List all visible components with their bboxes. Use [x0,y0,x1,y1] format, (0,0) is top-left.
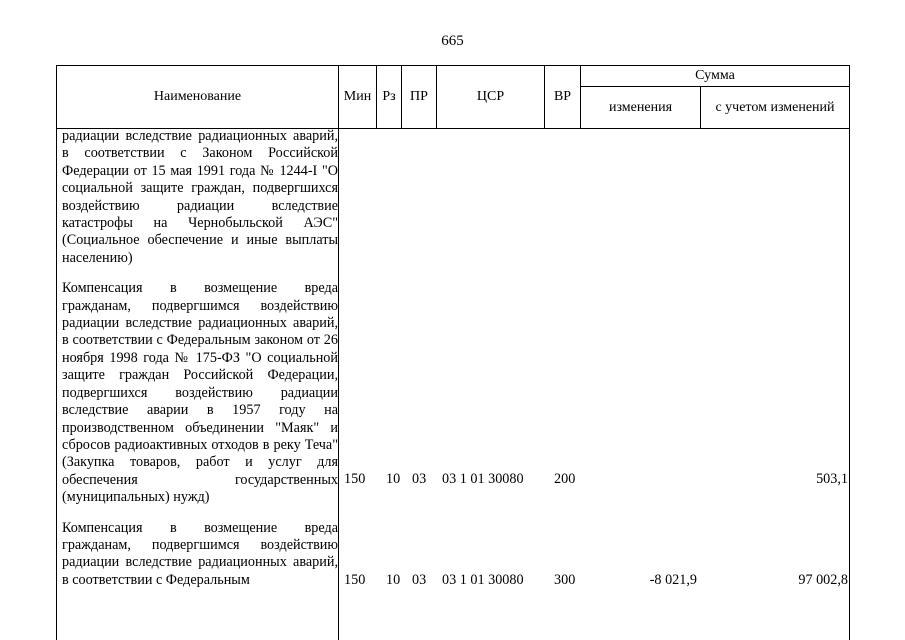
header-with-change: с учетом изменений [700,86,850,129]
row-csr: 03 1 01 30080 [442,471,524,488]
row-name: радиации вследствие радиационных аварий, в соответствии с Законом Российской Федерации от 15 мая 1991 года № 1244-I "О социальной защите граждан, подвергшихся воздействию радиации вследствие катастрофы на Чернобыльской АЭС" (Социальное обеспечение и иные выплаты населению) [62,128,338,266]
row-name: Компенсация в возмещение вреда гражданам, подвергшимся воздействию радиации вследствие радиационных аварий, в соответствии с Федеральным [62,519,338,588]
row-total: 503,1 [816,471,848,488]
table-body [56,128,850,589]
header-min: Мин [338,65,377,129]
row-min: 150 [344,571,366,588]
row-change: -8 021,9 [649,571,697,588]
table-row [56,128,850,267]
header-pr: ПР [401,65,437,129]
row-total: 97 002,8 [798,571,848,588]
header-name: Наименование [56,65,339,129]
row-rz: 10 [386,471,401,488]
header-sum: Сумма [580,65,850,87]
header-rz: Рз [376,65,402,129]
header-vr: ВР [544,65,581,129]
table-row [56,520,850,590]
header-csr: ЦСР [436,65,545,129]
row-min: 150 [344,471,366,488]
table-row [56,280,850,506]
row-csr: 03 1 01 30080 [442,571,524,588]
row-name: Компенсация в возмещение вреда гражданам, подвергшимся воздействию радиации вследствие радиационных аварий, в соответствии с Федеральным законом от 26 ноября 1998 года № 175-ФЗ "О социальной защите граждан Российской Федерации, подвергшихся воздействию радиации вследствие аварии в 1957 году на производственном объединении "Маяк" и сбросов радиоактивных отходов в реку Теча" (Закупка товаров, работ и услуг для обеспечения государственных (муниципальных) нужд) [62,280,338,506]
page-number: 665 [441,33,464,49]
row-vr: 300 [554,571,576,588]
row-pr: 03 [412,471,427,488]
row-vr: 200 [554,471,576,488]
header-change: изменения [580,86,701,129]
row-pr: 03 [412,571,427,588]
row-rz: 10 [386,571,401,588]
